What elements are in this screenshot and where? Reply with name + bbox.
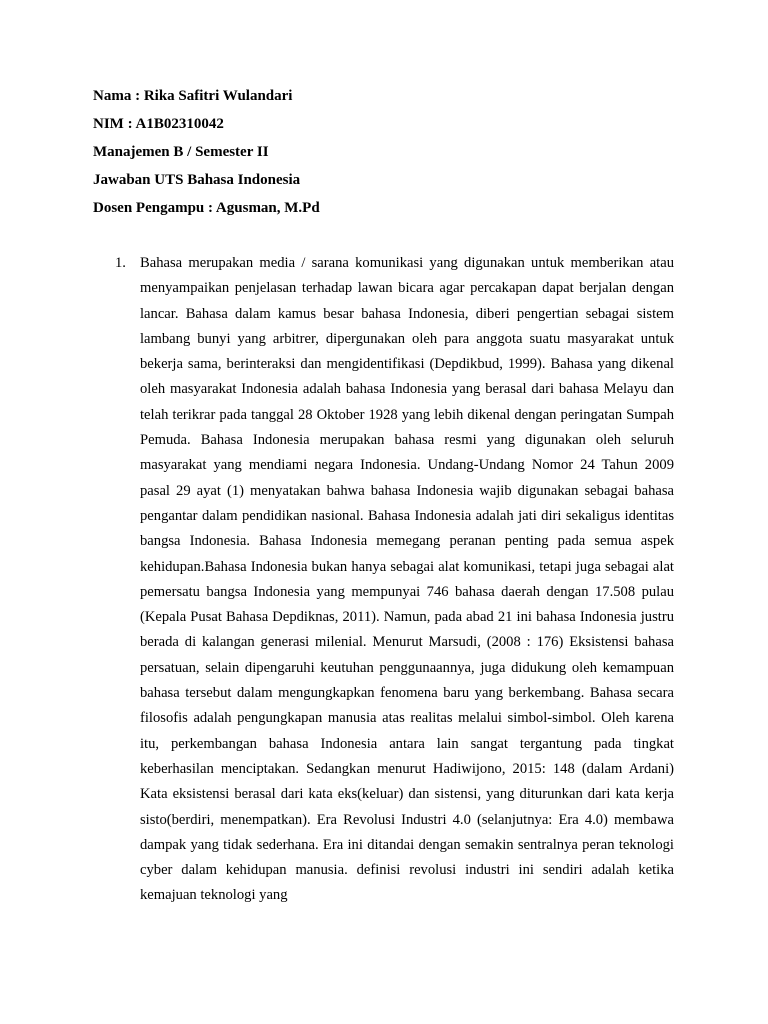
answer-item-1: [115, 251, 675, 909]
document-header: [93, 87, 693, 227]
lecturer-name: Dosen Pengampu : Agusman, M.Pd: [93, 200, 320, 216]
class-semester: Manajemen B / Semester II: [93, 144, 269, 160]
student-nim: NIM : A1B02310042: [93, 116, 224, 132]
document-title: Jawaban UTS Bahasa Indonesia: [93, 172, 301, 188]
answer-paragraph: Bahasa merupakan media / sarana komunikasi yang digunakan untuk memberikan atau menyampaikan penjelasan terhadap lawan bicara agar percakapan dapat berjalan dengan lancar. Bahasa dalam kamus besar bahasa Indonesia, diberi pengertian sebagai sistem lambang bunyi yang arbitrer, dipergunakan oleh para anggota suatu masyarakat untuk bekerja sama, berinteraksi dan mengidentifikasi (Depdikbud, 1999). Bahasa yang dikenal oleh masyarakat Indonesia adalah bahasa Indonesia yang berasal dari bahasa Melayu dan telah terikrar pada tanggal 28 Oktober 1928 yang lebih dikenal dengan peringatan Sumpah Pemuda. Bahasa Indonesia merupakan bahasa resmi yang digunakan oleh seluruh masyarakat yang mendiami negara Indonesia. Undang-Undang Nomor 24 Tahun 2009 pasal 29 ayat (1) menyatakan bahwa bahasa Indonesia wajib digunakan sebagai bahasa pengantar dalam pendidikan nasional. Bahasa Indonesia adalah jati diri sekaligus identitas bangsa Indonesia. Bahasa Indonesia memegang peranan penting pada semua aspek kehidupan.Bahasa Indonesia bukan hanya sebagai alat komunikasi, tetapi juga sebagai alat pemersatu bangsa Indonesia yang mempunyai 746 bahasa daerah dengan 17.508 pulau (Kepala Pusat Bahasa Depdiknas, 2011). Namun, pada abad 21 ini bahasa Indonesia justru berada di kalangan generasi milenial. Menurut Marsudi, (2008 : 176) Eksistensi bahasa persatuan, selain dipengaruhi keutuhan penggunaannya, juga didukung oleh kemampuan bahasa tersebut dalam mengungkapkan fenomena baru yang berkembang. Bahasa secara filosofis adalah pengungkapan manusia atas realitas melalui simbol-simbol. Oleh karena itu, perkembangan bahasa Indonesia antara lain sangat tergantung pada tingkat keberhasilan menciptakan. Sedangkan menurut Hadiwijono, 2015: 148 (dalam Ardani) Kata eksistensi berasal dari kata eks(keluar) dan sistensi, yang diturunkan dari kata kerja sisto(berdiri, menempatkan). Era Revolusi Industri 4.0 (selanjutnya: Era 4.0) membawa dampak yang tidak sederhana. Era ini ditandai dengan semakin sentralnya peran teknologi cyber dalam kehidupan manusia. definisi revolusi industri ini sendiri adalah ketika kemajuan teknologi yang: [140, 255, 674, 904]
answer-list: [115, 251, 675, 909]
student-name: Nama : Rika Safitri Wulandari: [93, 88, 293, 104]
answer-number: 1.: [115, 255, 126, 271]
